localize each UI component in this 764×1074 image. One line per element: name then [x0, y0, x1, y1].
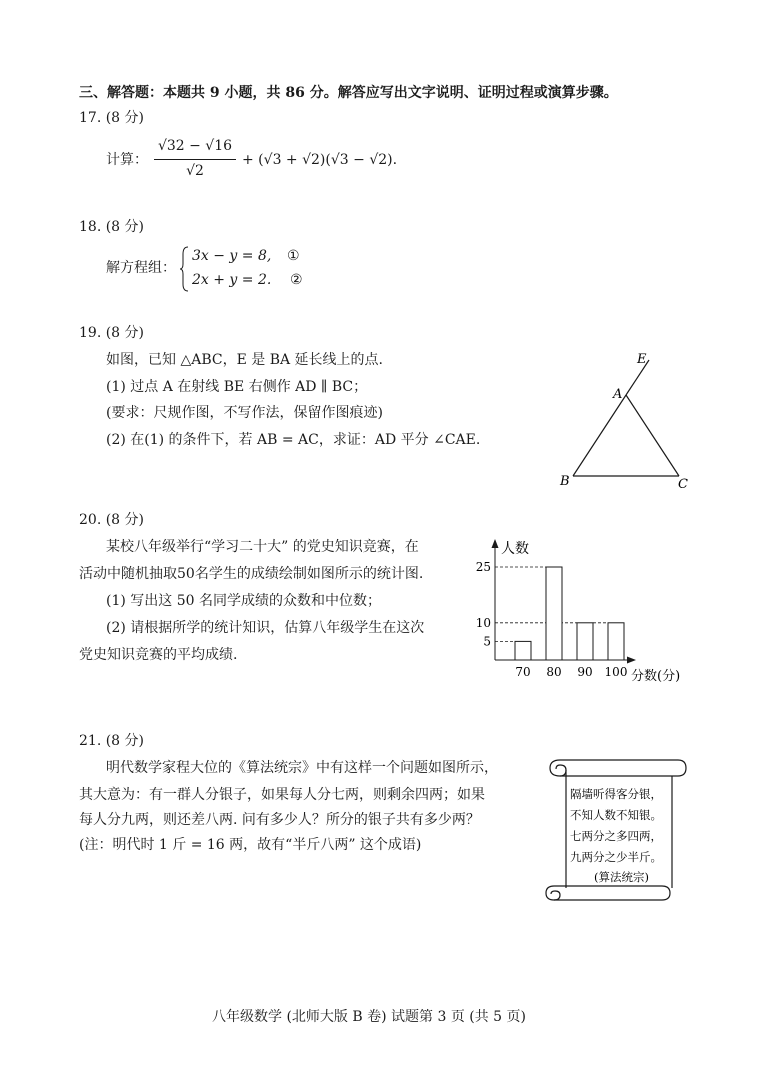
side-ab	[573, 395, 626, 476]
x-tick-label: 70	[515, 665, 531, 679]
label-e: E	[637, 352, 647, 367]
bar-100	[608, 623, 624, 660]
q18-prefix: 解方程组：	[106, 260, 176, 276]
q19-line-1: 如图，已知 △ABC，E 是 BA 延长线上的点.	[106, 352, 384, 368]
q21-line-1: 明代数学家程大位的《算法统宗》中有这样一个问题如图所示，	[106, 760, 498, 776]
q17-numerator: √32 − √16	[157, 138, 233, 154]
x-tick-label: 80	[546, 665, 562, 679]
q18-brace	[180, 246, 190, 292]
scroll-line-4: 九两分之少半斤。	[570, 850, 662, 864]
y-tick-label: 10	[475, 615, 491, 630]
q21-number: 21. (8 分)	[79, 733, 144, 749]
y-axis-arrow	[492, 539, 499, 548]
side-ac	[626, 395, 679, 476]
q19-line-3: (要求：尺规作图，不写作法，保留作图痕迹)	[106, 405, 383, 421]
scroll-illustration	[538, 756, 688, 906]
x-axis-arrow	[627, 657, 636, 664]
scroll-line-2: 不知人数不知银。	[570, 808, 662, 822]
q21-line-4: (注：明代时 1 斤 = 16 两，故有“半斤八两” 这个成语)	[79, 837, 422, 853]
q21-line-2: 其大意为：有一群人分银子，如果每人分七两，则剩余四两；如果	[79, 787, 485, 803]
x-axis-label: 分数(分)	[631, 669, 681, 684]
y-axis-label: 人数	[501, 541, 529, 557]
q18-number: 18. (8 分)	[79, 219, 144, 235]
q19-line-4: (2) 在(1) 的条件下，若 AB = AC，求证：AD 平分 ∠CAE.	[106, 432, 481, 448]
q17-denominator: √2	[186, 163, 204, 179]
bar-80	[546, 567, 562, 660]
scroll-line-5: (算法统宗)	[594, 870, 649, 884]
q20-line-2: 活动中随机抽取50名学生的成绩绘制如图所示的统计图.	[79, 566, 424, 582]
bar-90	[577, 623, 593, 660]
q17-rest: + (√3 + √2)(√3 − √2).	[242, 152, 398, 168]
score-bar-chart	[470, 535, 695, 685]
label-b: B	[560, 474, 570, 489]
q19-line-2: (1) 过点 A 在射线 BE 右侧作 AD ∥ BC；	[106, 379, 368, 395]
scroll-line-3: 七两分之多四两，	[570, 829, 662, 843]
y-tick-label: 25	[475, 560, 491, 574]
q20-line-3: (1) 写出这 50 名同学成绩的众数和中位数；	[106, 593, 381, 609]
q20-line-1: 某校八年级举行“学习二十大” 的党史知识竞赛，在	[106, 539, 419, 555]
y-tick-label: 5	[483, 634, 491, 649]
q18-mark-1: ①	[287, 248, 300, 264]
page-footer: 八年级数学 (北师大版 B 卷) 试题第 3 页 (共 5 页)	[212, 1009, 527, 1025]
bar-70	[515, 641, 531, 660]
q18-equation-2: 2x + y = 2.	[192, 272, 272, 288]
x-tick-label: 90	[577, 665, 593, 679]
q21-line-3: 每人分九两，则还差八两. 问有多少人？所分的银子共有多少两？	[79, 812, 480, 828]
label-c: C	[678, 477, 688, 492]
q18-mark-2: ②	[290, 272, 303, 288]
q17-number: 17. (8 分)	[79, 110, 144, 126]
section-heading: 三、解答题：本题共 9 小题，共 86 分。解答应写出文字说明、证明过程或演算步骤。	[79, 85, 618, 101]
label-a: A	[613, 387, 623, 402]
q19-number: 19. (8 分)	[79, 325, 144, 341]
x-tick-label: 100	[604, 665, 628, 679]
q20-line-5: 党史知识竞赛的平均成绩.	[79, 647, 238, 663]
triangle-figure	[555, 345, 705, 495]
q18-equation-1: 3x − y = 8,	[192, 248, 272, 264]
q17-fraction-bar	[154, 159, 236, 160]
q17-prefix: 计算：	[106, 152, 148, 168]
scroll-line-1: 隔墙听得客分银，	[570, 787, 662, 801]
q20-number: 20. (8 分)	[79, 512, 144, 528]
q20-line-4: (2) 请根据所学的统计知识，估算八年级学生在这次	[106, 620, 425, 636]
